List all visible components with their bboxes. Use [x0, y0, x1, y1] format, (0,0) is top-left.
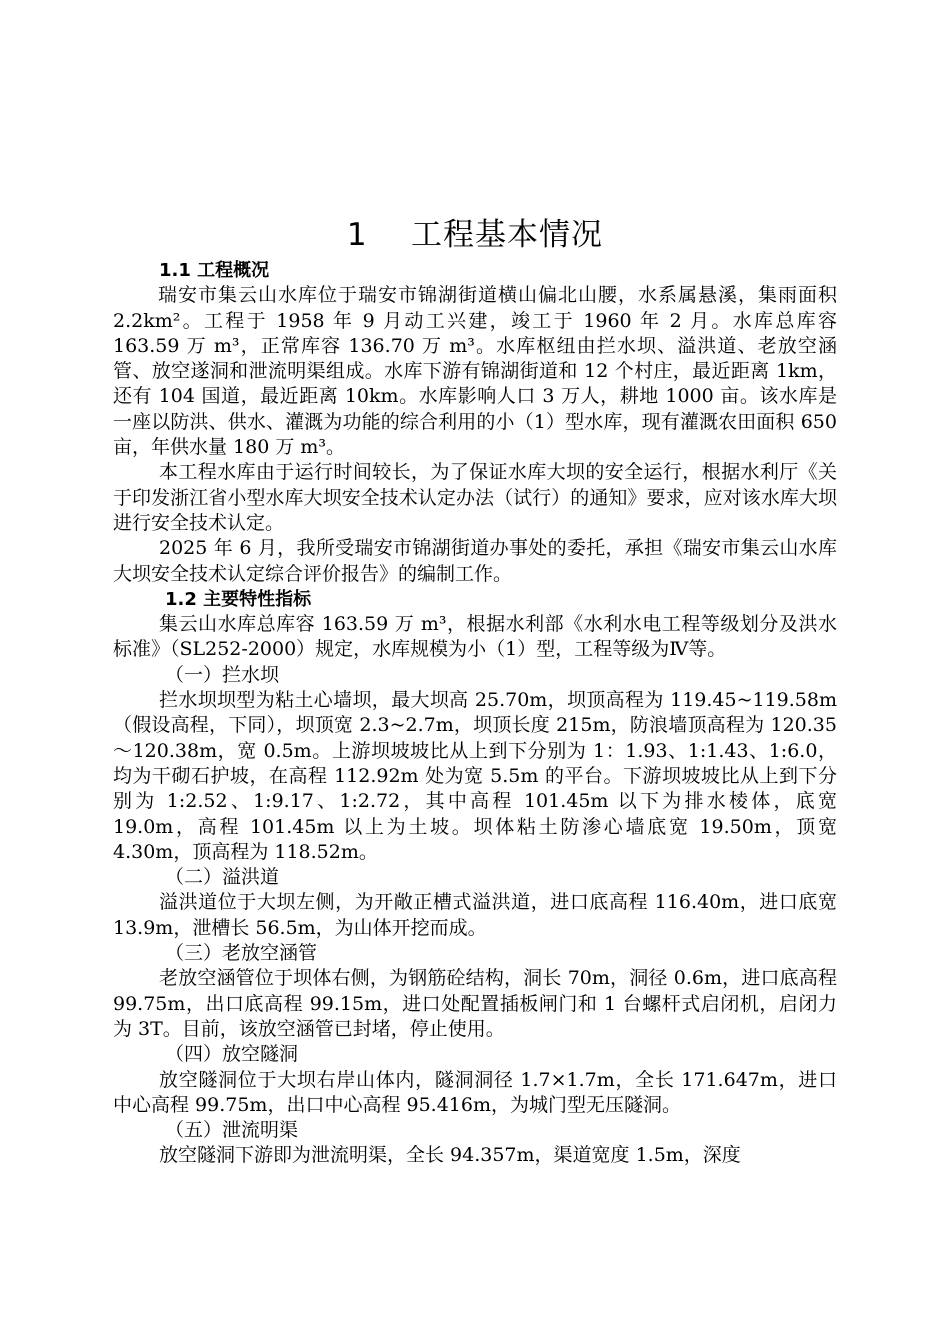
paragraph-dam: 拦水坝坝型为粘土心墙坝，最大坝高 25.70m，坝顶高程为 119.45~119.58m（假设高程，下同），坝顶宽 2.3~2.7m，坝顶长度 215m，防浪墙顶高程为 120.35～120.38m，宽 0.5m。上游坝坡坡比从上到下分别为 1：1.93、1:1.43、1:6.0，均为干砌石护坡，在高程 112.92m 处为宽 5.5m 的平台。下游坝坡坡比从上到下分别为 1:2.52、1:9.17、1:2.72，其中高程 101.45m 以下为排水棱体，底宽 19.0m，高程 101.45m 以上为土坡。坝体粘土防渗心墙底宽 19.50m，顶宽 4.30m，顶高程为 118.52m。: [113, 689, 837, 863]
paragraph-project-overview: 瑞安市集云山水库位于瑞安市锦湖街道横山偏北山腰，水系属悬溪，集雨面积 2.2km²。工程于 1958 年 9 月动工兴建，竣工于 1960 年 2 月。水库总库容 163.59 万 m³，正常库容 136.70 万 m³。水库枢纽由拦水坝、溢洪道、老放空涵管、放空遂洞和泄流明渠组成。水库下游有锦湖街道和 12 个村庄，最近距离 1km，还有 104 国道，最近距离 10km。水库影响人口 3 万人，耕地 1000 亩。该水库是一座以防洪、供水、灌溉为功能的综合利用的小（1）型水库，现有灌溉农田面积 650 亩，年供水量 180 万 m³。: [113, 284, 837, 459]
chapter-title: 1 工程基本情况: [346, 217, 604, 253]
paragraph-safety-certification: 本工程水库由于运行时间较长，为了保证水库大坝的安全运行，根据水利厅《关于印发浙江省小型水库大坝安全技术认定办法（试行）的通知》要求，应对该水库大坝进行安全技术认定。: [113, 461, 837, 534]
subheading-channel: （五）泄流明渠: [165, 1119, 299, 1142]
subheading-spillway: （二）溢洪道: [165, 866, 280, 889]
section-heading-1-2: 1.2 主要特性指标: [165, 588, 312, 610]
paragraph-tunnel: 放空隧洞位于大坝右岸山体内，隧洞洞径 1.7×1.7m，全长 171.647m，进口中心高程 99.75m，出口中心高程 95.416m，为城门型无压隧洞。: [113, 1068, 837, 1116]
section-heading-1-1: 1.1 工程概况: [159, 260, 270, 281]
paragraph-culvert: 老放空涵管位于坝体右侧，为钢筋砼结构，洞长 70m，洞径 0.6m，进口底高程 99.75m，出口底高程 99.15m，进口处配置插板闸门和 1 台螺杆式启闭机，启闭力为 3T。目前，该放空涵管已封堵，停止使用。: [113, 967, 837, 1040]
document-body: [113, 258, 837, 1169]
paragraph-spillway: 溢洪道位于大坝左侧，为开敞正槽式溢洪道，进口底高程 116.40m，进口底宽 13.9m，泄槽长 56.5m，为山体开挖而成。: [113, 891, 837, 939]
subheading-dam: （一）拦水坝: [165, 663, 280, 686]
paragraph-classification: 集云山水库总库容 163.59 万 m³，根据水利部《水利水电工程等级划分及洪水标准》（SL252-2000）规定，水库规模为小（1）型，工程等级为Ⅳ等。: [113, 613, 837, 661]
paragraph-channel: 放空隧洞下游即为泄流明渠，全长 94.357m，渠道宽度 1.5m，深度: [159, 1144, 741, 1167]
subheading-culvert: （三）老放空涵管: [165, 942, 318, 965]
subheading-tunnel: （四）放空隧洞: [165, 1043, 299, 1066]
paragraph-commission: 2025 年 6 月，我所受瑞安市锦湖街道办事处的委托，承担《瑞安市集云山水库大坝安全技术认定综合评价报告》的编制工作。: [113, 537, 837, 585]
